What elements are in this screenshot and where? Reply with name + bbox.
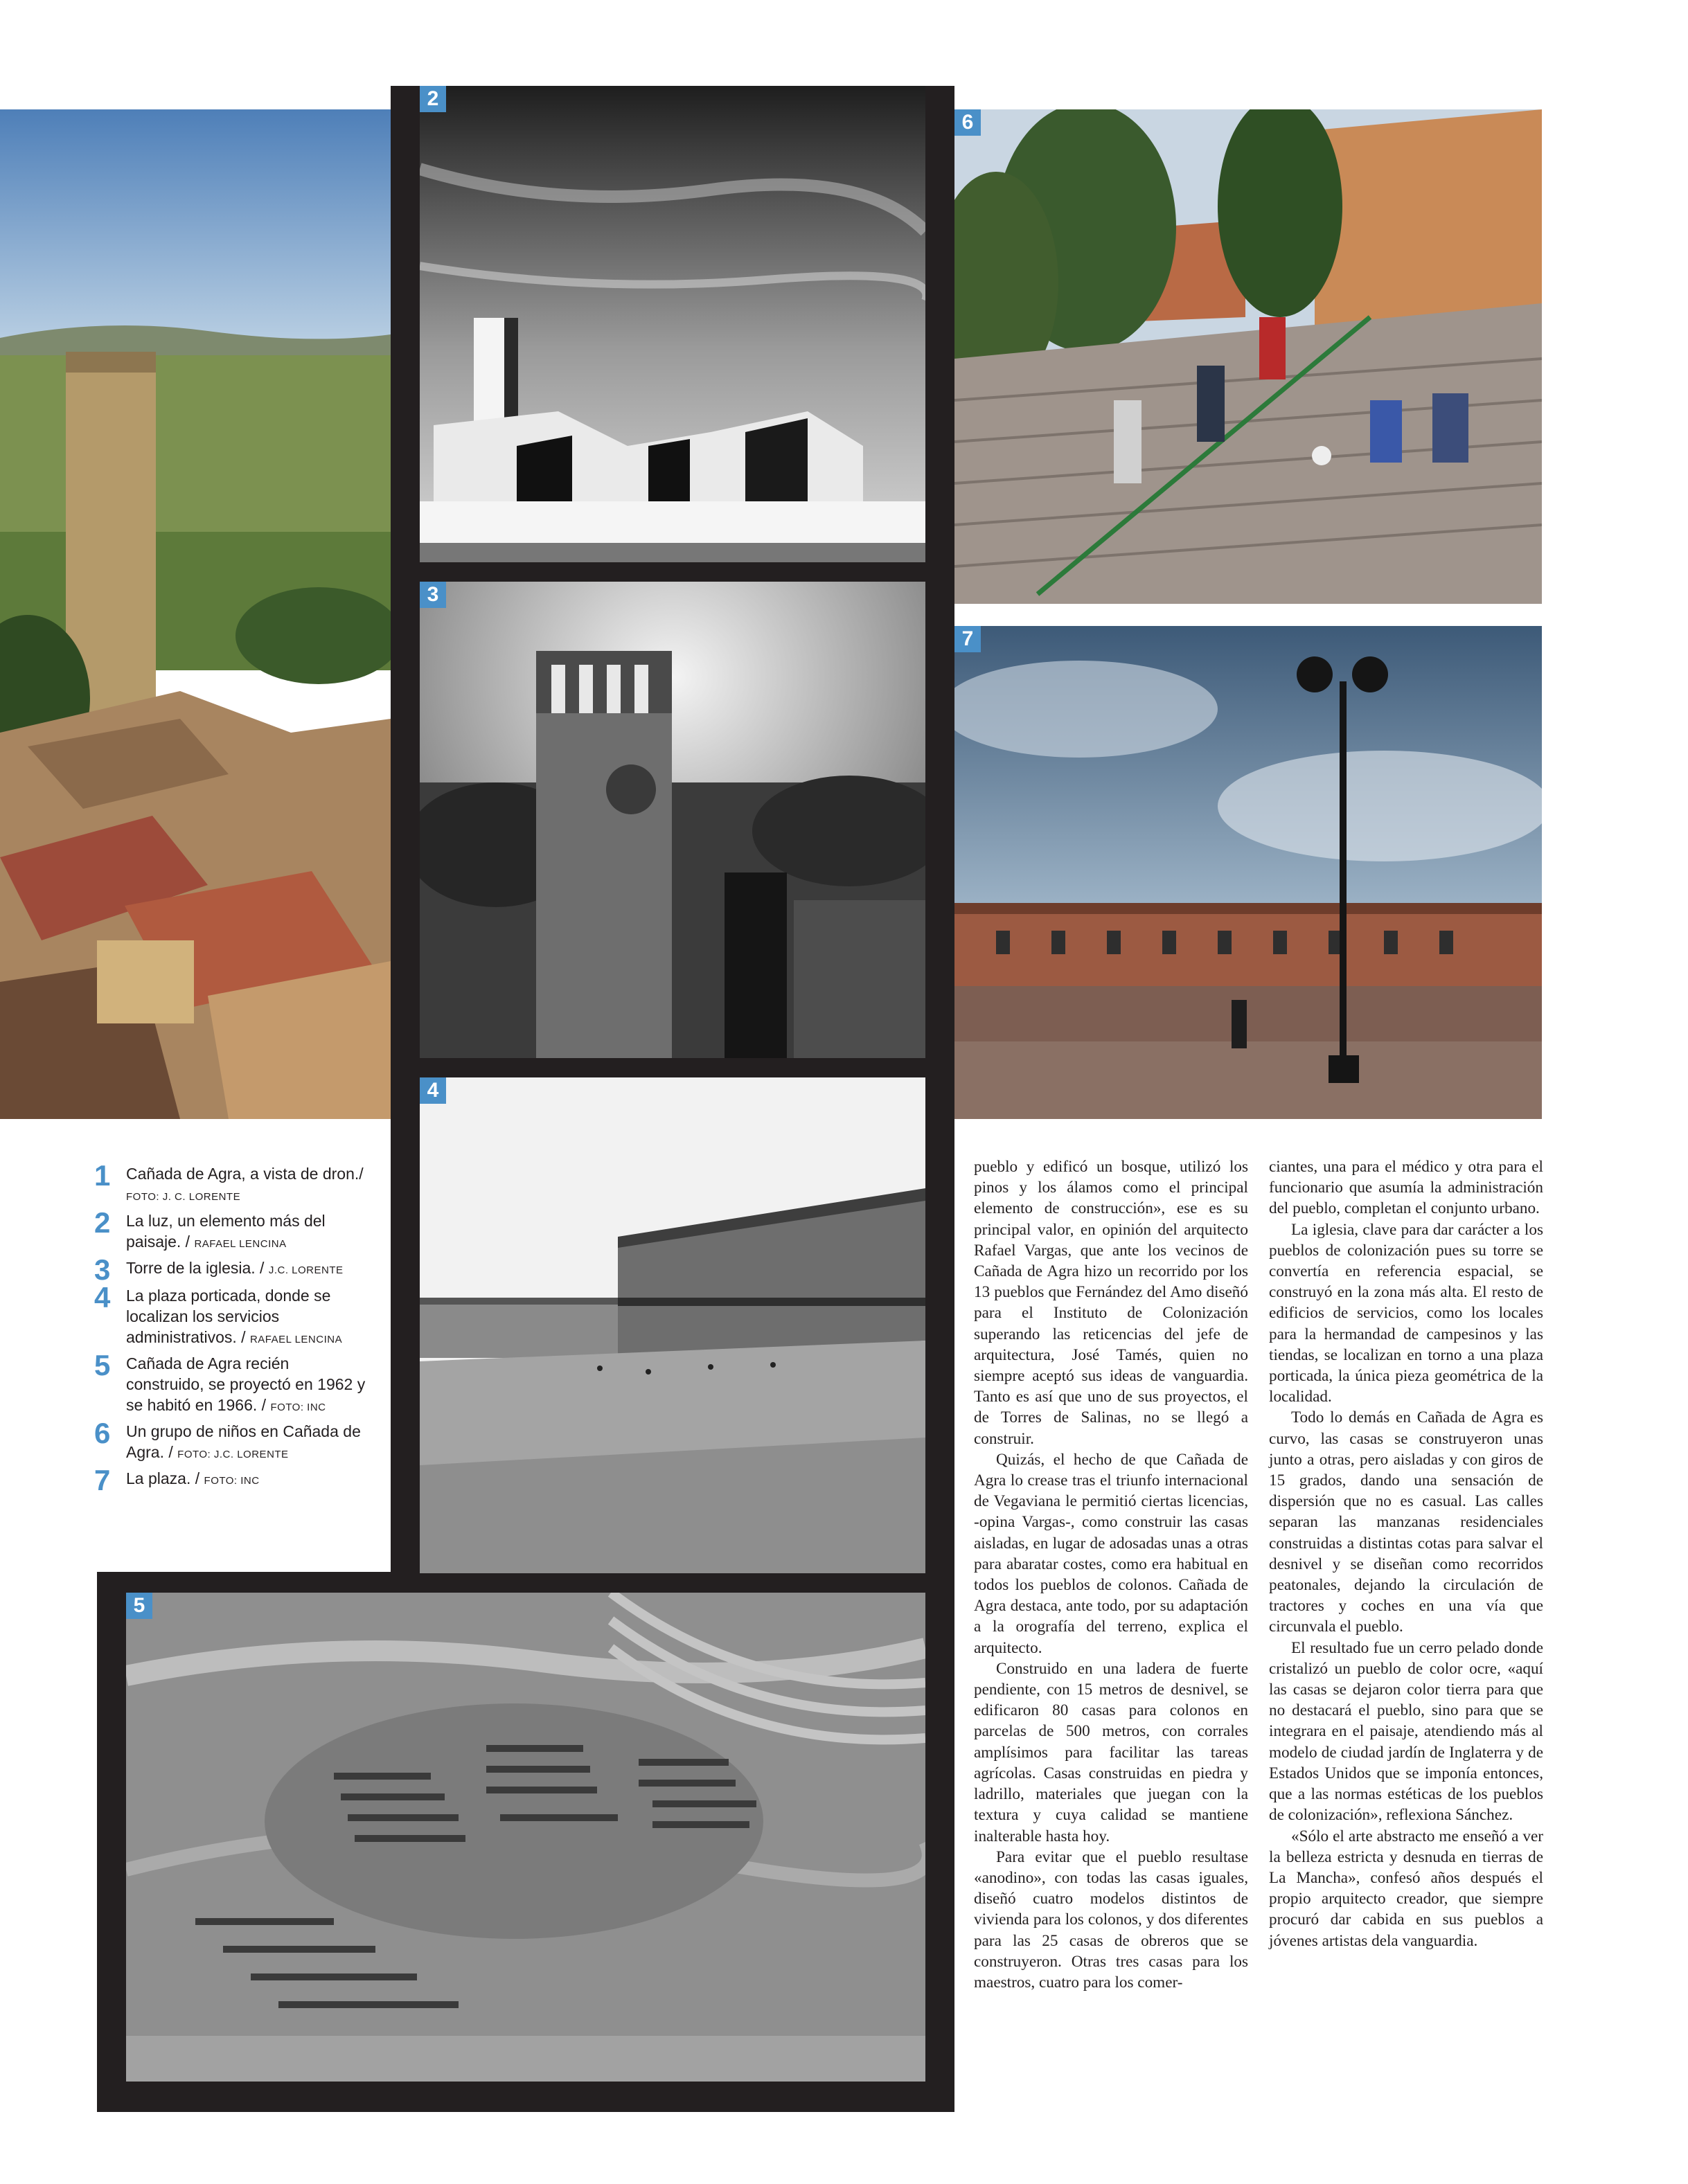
photo-captions bbox=[94, 1159, 371, 1496]
caption-number: 4 bbox=[94, 1281, 111, 1314]
article-column-1 bbox=[974, 1156, 1248, 1993]
photo-2-houses-light bbox=[420, 86, 925, 562]
caption-text: Torre de la iglesia. / bbox=[126, 1259, 265, 1277]
photo-number-badge: 4 bbox=[420, 1077, 446, 1104]
caption-credit: FOTO: INC bbox=[270, 1402, 326, 1413]
caption-text: La plaza porticada, donde se localizan los servicios administrativos. / bbox=[126, 1287, 331, 1346]
caption-number: 6 bbox=[94, 1417, 111, 1449]
caption-credit: FOTO: J. C. LORENTE bbox=[126, 1191, 241, 1203]
photo-5-aerial-village bbox=[126, 1593, 925, 2082]
photo-number-badge: 7 bbox=[954, 626, 981, 652]
caption-credit: RAFAEL LENCINA bbox=[249, 1334, 343, 1345]
article-paragraph: ciantes, una para el médico y otra para el funcionario que asumía la administración del pueblo, completan el conjunto urbano. bbox=[1269, 1158, 1543, 1218]
caption-7 bbox=[94, 1464, 371, 1496]
photo-7-plaza-lamp bbox=[954, 626, 1542, 1119]
photo-1-drone-view bbox=[0, 109, 391, 1119]
caption-text: Cañada de Agra, a vista de dron./ bbox=[126, 1165, 364, 1183]
caption-text: La plaza. / bbox=[126, 1469, 200, 1487]
article-paragraph: Quizás, el hecho de que Cañada de Agra lo crease tras el triunfo internacional de Vegaviana le permitió ciertas licencias, -opina Vargas-, como construir las casas aisladas, en lugar de adosadas unas a otras para abaratar costes, como era habitual en todos los pueblos de colonos. Cañada de Agra destaca, ante todo, por su adaptación a la orografía del terreno, explica el arquitecto. bbox=[974, 1450, 1248, 1657]
article-paragraph: pueblo y edificó un bosque, utilizó los pinos y los álamos como el principal elemento de construcción», ese es su principal valor, en opinión del arquitecto Rafael Vargas, que ante los vecinos de Cañada de Agra hizo un recorrido por los 13 pueblos que Fernández del Amo diseñó para el Instituto de Colonización superando las reticencias del jefe de arquitectura, José Tamés, quien no siempre aceptó sus ideas de vanguardia. Tanto es así que uno de sus proyectos, el de Torres de Salinas, no se llegó a construir. bbox=[974, 1158, 1248, 1448]
caption-number: 2 bbox=[94, 1206, 111, 1239]
caption-2 bbox=[94, 1206, 371, 1255]
caption-number: 5 bbox=[94, 1349, 111, 1381]
caption-number: 1 bbox=[94, 1159, 111, 1192]
photo-3-church-tower bbox=[420, 582, 925, 1058]
caption-6 bbox=[94, 1417, 371, 1465]
photo-number-badge: 2 bbox=[420, 86, 446, 112]
caption-3 bbox=[94, 1253, 371, 1286]
caption-number: 3 bbox=[94, 1253, 111, 1286]
photo-number-badge: 6 bbox=[954, 109, 981, 136]
caption-5 bbox=[94, 1349, 371, 1418]
photo-6-children-on-steps bbox=[954, 109, 1542, 604]
article-column-2 bbox=[1269, 1156, 1543, 1951]
caption-credit: FOTO: J.C. LORENTE bbox=[177, 1449, 289, 1460]
caption-1 bbox=[94, 1159, 371, 1208]
caption-credit: J.C. LORENTE bbox=[268, 1264, 344, 1276]
article-paragraph: Construido en una ladera de fuerte pendiente, con 15 metros de desnivel, se edificaron 80 casas para colonos en parcelas de 500 metros, con corrales amplísimos para facilitar las tareas agrícolas. Casas construidas en piedra y ladrillo, materiales que juegan con la textura y cuya calidad se mantiene inalterable hasta hoy. bbox=[974, 1659, 1248, 1845]
photo-number-badge: 5 bbox=[126, 1593, 152, 1619]
caption-text: Cañada de Agra recién construido, se proyectó en 1962 y se habitó en 1966. / bbox=[126, 1354, 366, 1414]
caption-4 bbox=[94, 1281, 371, 1350]
photo-4-arcaded-plaza bbox=[420, 1077, 925, 1573]
caption-text: La luz, un elemento más del paisaje. / bbox=[126, 1212, 326, 1251]
article-paragraph: La iglesia, clave para dar carácter a los pueblos de colonización pues su torre se convertía en referencia espacial, se construyó en la zona más alta. El resto de edificios de servicios, como los locales para la hermandad de campesinos y las tiendas, se localizan en torno a una plaza porticada, la única pieza geométrica de la localidad. bbox=[1269, 1220, 1543, 1406]
article-paragraph: Todo lo demás en Cañada de Agra es curvo, las casas se construyeron unas junto a otras, pero aisladas y con giros de 15 grados, dando una sensación de dispersión que no es casual. Las calles separan las manzanas residenciales construidas a distintas cotas para salvar el desnivel y se diseñan como recorridos peatonales, dejando la circulación de tractores y coches en una vía que circunvala el pueblo. bbox=[1269, 1408, 1543, 1636]
caption-text: Un grupo de niños en Cañada de Agra. / bbox=[126, 1422, 361, 1461]
caption-credit: FOTO: INC bbox=[204, 1475, 260, 1487]
article-paragraph: Para evitar que el pueblo resultase «anodino», con todas las casas iguales, diseñó cuatro modelos distintos de vivienda para los colonos, y dos diferentes para las 25 casas de obreros que se construyeron. Otras tres casas para los maestros, cuatro para los comer- bbox=[974, 1847, 1248, 1991]
article-paragraph: «Sólo el arte abstracto me enseñó a ver la belleza estricta y desnuda en tierras de La Mancha», confesó años después el propio arquitecto creador, que siempre procuró dar cabida en sus pueblos a jóvenes artistas dela vanguardia. bbox=[1269, 1827, 1543, 1950]
photo-number-badge: 3 bbox=[420, 582, 446, 608]
caption-number: 7 bbox=[94, 1464, 111, 1496]
caption-credit: RAFAEL LENCINA bbox=[194, 1238, 287, 1250]
article-paragraph: El resultado fue un cerro pelado donde cristalizó un pueblo de color ocre, «aquí las casas se dejaron color tierra para que no destacará el pueblo, sino para que se integrara en el paisaje, atendiendo más al modelo de ciudad jardín de Inglaterra y de Estados Unidos que se imponía entonces, que a las normas estéticas de los pueblos de colonización», reflexiona Sánchez. bbox=[1269, 1638, 1543, 1825]
